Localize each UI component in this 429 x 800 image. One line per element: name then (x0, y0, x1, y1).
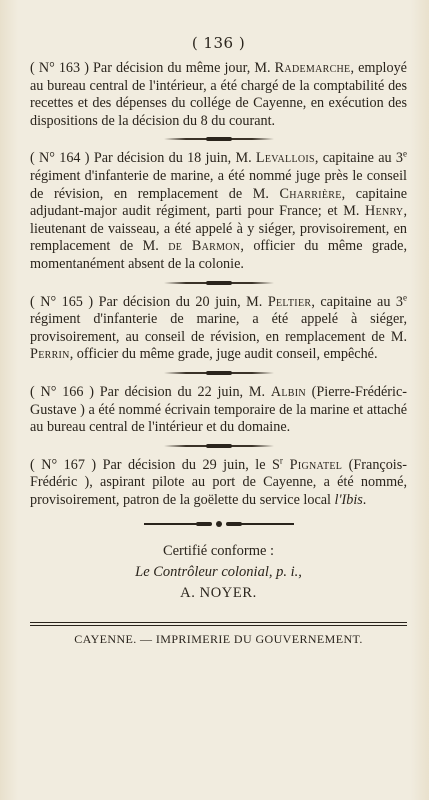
entry-167 (30, 454, 407, 510)
ornament-divider (144, 521, 294, 527)
entry-text: , officier du même grade, momentanément absent de la colonie. (30, 238, 407, 272)
person-name: Rademarche (274, 60, 351, 76)
entry-text: régiment d'infanterie de marine, a été nommé juge près le conseil de révision, en remplacement de M. (30, 167, 407, 202)
entry-163 (30, 60, 407, 130)
entry-text: , officier du même grade, juge audit conseil, empêché. (69, 346, 378, 363)
separator-rule (164, 372, 274, 374)
footer-rule (30, 622, 407, 626)
person-name: Pignatel (282, 456, 343, 473)
entry-text: , capitaine au 3 (311, 293, 404, 310)
entry-text: , capitaine au 3 (314, 150, 403, 167)
entry-lead: ( N° 166 ) Par décision du 22 juin, M. (30, 383, 271, 400)
person-name: Henry (365, 203, 404, 220)
entry-text: . (362, 491, 367, 508)
entry-text: régiment d'infanterie de marine, a été appelé à siéger, provisoirement, au conseil de révision, en remplacement de M. (30, 311, 407, 345)
superscript: r (279, 454, 283, 465)
certification-block (30, 541, 407, 604)
person-name: Albin (270, 383, 306, 400)
person-name: de Barmon (168, 238, 241, 255)
imprint-footer: CAYENNE. — IMPRIMERIE DU GOUVERNEMENT. (74, 632, 363, 647)
entry-lead: ( N° 163 ) Par décision du même jour, M. (30, 60, 275, 76)
person-name: Charrière (279, 185, 342, 202)
entry-text: (Pierre-Frédéric-Gustave ) a été nommé écrivain temporaire de la marine et attaché au bureau central de l'intérieur et du domaine. (30, 383, 407, 436)
entry-text: , employé au bureau central de l'intérieur, a été chargé de la comptabilité des recettes et des dépenses du collége de Cayenne, en exécution des dispositions de la décision du 8 du courant. (30, 60, 407, 129)
ship-name: l'Ibis (334, 491, 363, 508)
separator-rule (164, 282, 274, 284)
page-number: ( 136 ) (191, 34, 246, 52)
separator-rule (164, 138, 274, 140)
entry-text: (François-Frédéric ), aspirant pilote au port de Cayenne, a été nommé, provisoirement, patron de la goëlette du service local (30, 456, 407, 508)
superscript: e (403, 148, 407, 159)
certification-line: Certifié conforme : (162, 543, 275, 560)
person-name: Peltier (267, 293, 312, 310)
entry-lead: ( N° 165 ) Par décision du 20 juin, M. (30, 293, 268, 310)
entry-165 (30, 291, 408, 364)
entry-text: , capitaine adjudant-major audit régiment, parti pour France; et M. (30, 185, 407, 220)
signature-title: Le Contrôleur colonial, p. i., (135, 564, 302, 581)
person-name: Levallois (255, 150, 315, 167)
entry-166 (30, 384, 407, 437)
entry-lead: ( N° 167 ) Par décision du 29 juin, le S (30, 456, 280, 473)
signatory-name: A. NOYER. (180, 585, 257, 602)
separator-rule (164, 445, 274, 447)
entry-lead: ( N° 164 ) Par décision du 18 juin, M. (30, 150, 256, 167)
entry-164 (30, 150, 407, 273)
superscript: e (403, 291, 408, 302)
entry-text: , lieutenant de vaisseau, a été appelé à y siéger, provisoirement, en remplacement de M. (30, 203, 407, 255)
person-name: Perrin (30, 346, 70, 363)
